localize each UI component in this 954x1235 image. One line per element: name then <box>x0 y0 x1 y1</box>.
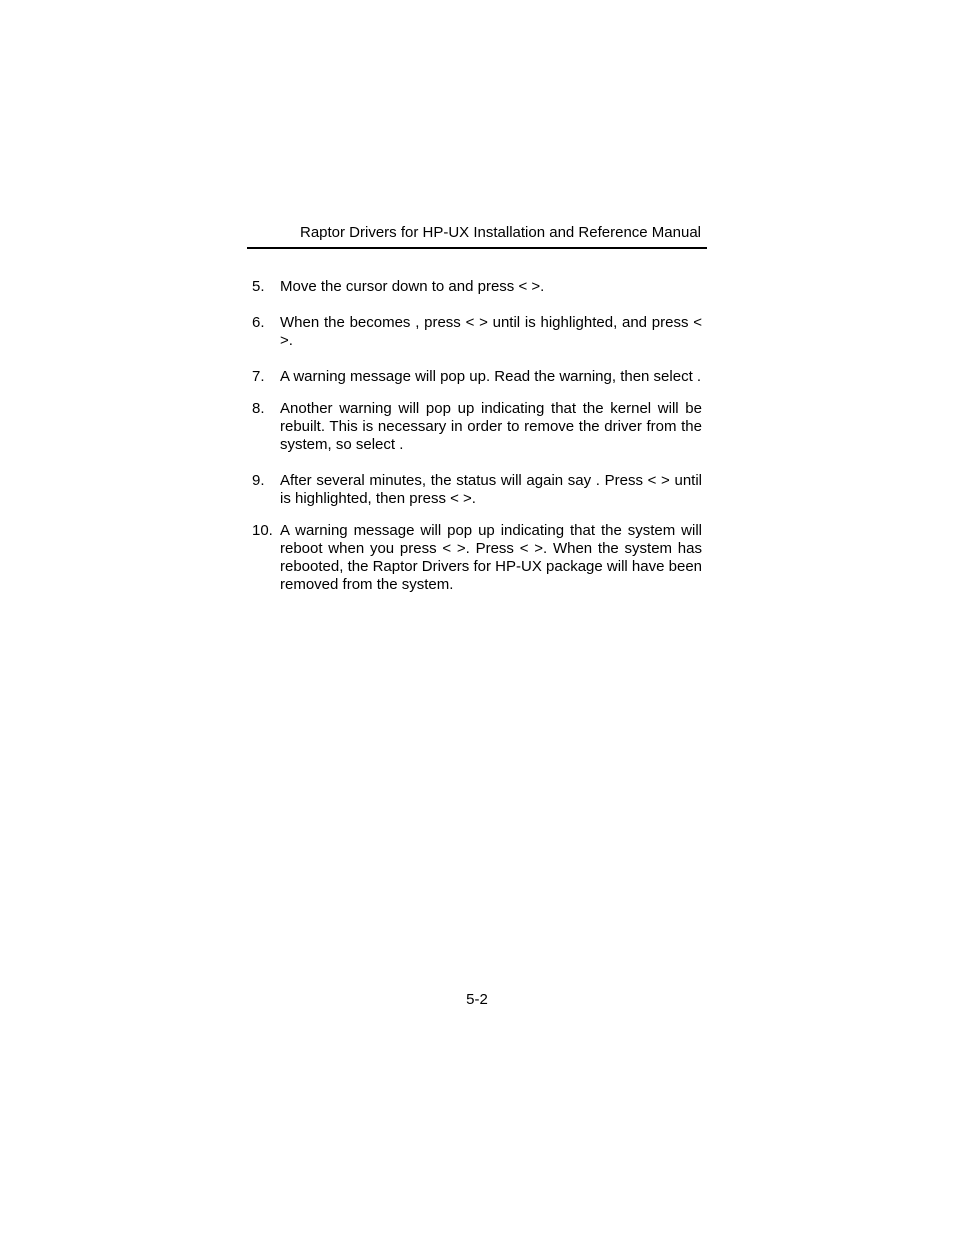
step-number: 9. <box>252 472 265 489</box>
step-number: 5. <box>252 278 265 295</box>
page-number: 5-2 <box>466 991 488 1008</box>
step-number: 6. <box>252 314 265 331</box>
step-text: After several minutes, the status will again say . Press < > until is highlighted, then press < >. <box>280 472 702 507</box>
list-item-step-8 <box>252 400 702 454</box>
step-text: Move the cursor down to and press < >. <box>280 278 545 295</box>
list-item-step-9 <box>252 472 702 508</box>
step-text: When the becomes , press < > until is highlighted, and press < >. <box>280 314 702 349</box>
step-number: 10. <box>252 522 273 539</box>
step-number: 8. <box>252 400 265 417</box>
list-item-step-10 <box>252 522 702 594</box>
step-text: A warning message will pop up indicating that the system will reboot when you press < >. Press < >. When the system has rebooted, the Raptor Drivers for HP-UX package will have been removed from the system. <box>280 522 702 593</box>
step-text: A warning message will pop up. Read the warning, then select . <box>280 368 702 385</box>
procedure-steps <box>252 278 702 612</box>
step-text: Another warning will pop up indicating that the kernel will be rebuilt. This is necessary in order to remove the driver from the system, so select . <box>280 400 702 453</box>
running-header-title: Raptor Drivers for HP-UX Installation and Reference Manual <box>299 224 701 241</box>
list-item-step-6 <box>252 314 702 350</box>
list-item-step-5 <box>252 278 702 296</box>
running-header <box>247 224 707 249</box>
list-item-step-7 <box>252 368 702 386</box>
step-number: 7. <box>252 368 265 385</box>
